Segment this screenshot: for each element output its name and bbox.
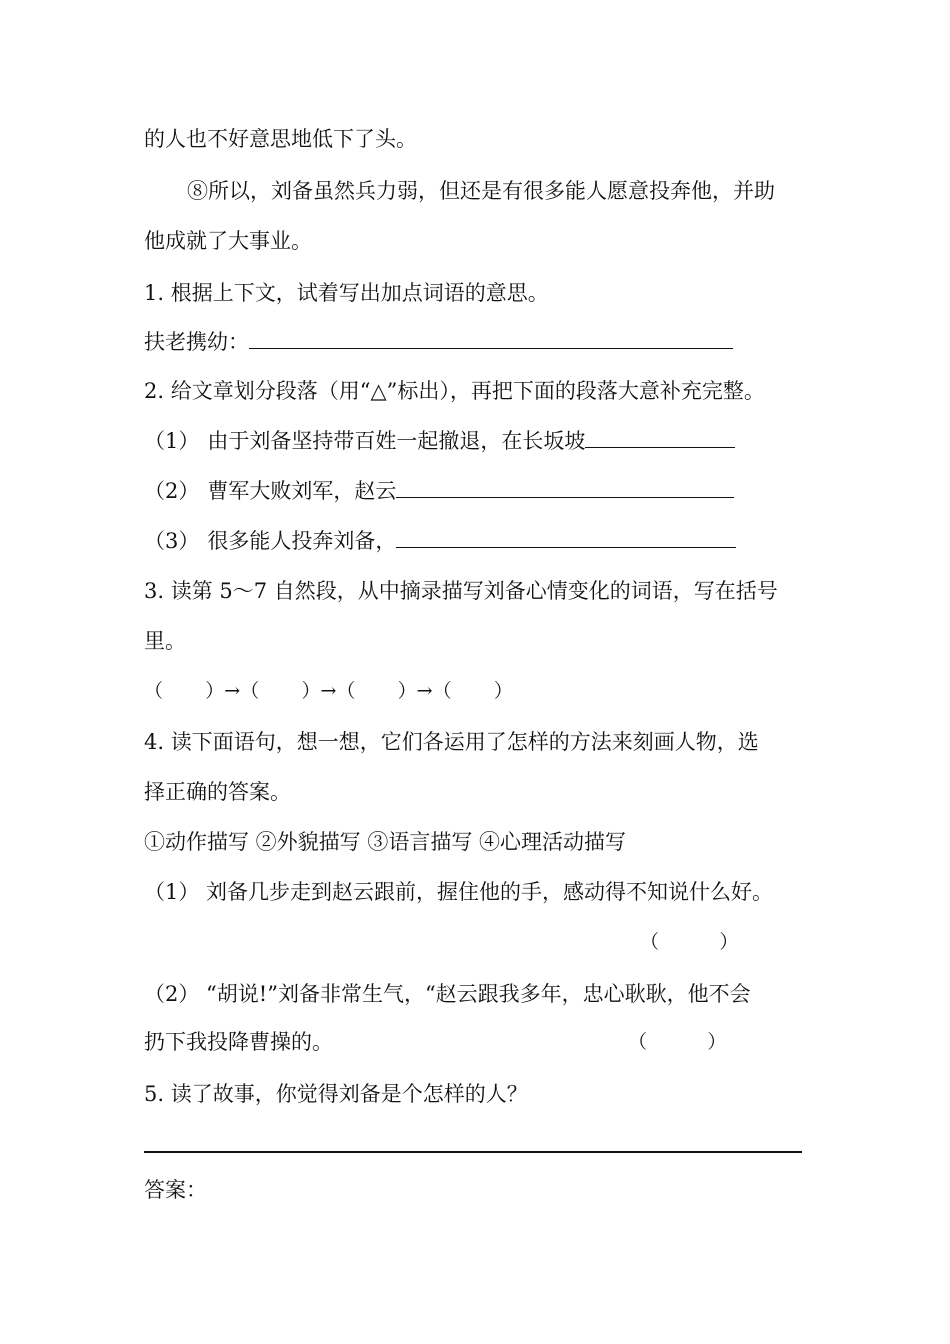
answer-blank[interactable] — [396, 527, 736, 548]
passage-line-1: 的人也不好意思地低下了头。 — [144, 127, 417, 151]
question-3-line-2: 里。 — [144, 629, 186, 653]
answer-blank[interactable] — [249, 328, 733, 349]
item-text: 很多能人投奔刘备， — [207, 529, 397, 553]
question-2-item-1 — [144, 426, 735, 456]
question-4-sentence-1: （1） 刘备几步走到赵云跟前，握住他的手，感动得不知说什么好。 — [144, 880, 774, 904]
passage-line-2: ⑧所以，刘备虽然兵力弱，但还是有很多能人愿意投奔他，并助 — [187, 179, 775, 203]
item-number: （3） — [144, 529, 200, 553]
item-text: 曹军大败刘军，赵云 — [207, 479, 397, 503]
answer-blank[interactable] — [396, 477, 734, 498]
question-2-item-3 — [144, 526, 736, 556]
question-4-line-2: 择正确的答案。 — [144, 780, 291, 804]
question-1: 1. 根据上下文，试着写出加点词语的意思。 — [144, 281, 549, 305]
mood-chain-brackets[interactable]: （ ）→（ ）→（ ）→（ ） — [144, 680, 513, 702]
question-5: 5. 读了故事，你觉得刘备是个怎样的人？ — [144, 1082, 528, 1106]
sentence-1-answer-bracket[interactable]: （ ） — [640, 931, 739, 953]
question-1-term-row — [144, 327, 733, 357]
passage-line-3: 他成就了大事业。 — [144, 229, 312, 253]
answer-blank[interactable] — [585, 427, 735, 448]
question-2-item-2 — [144, 476, 734, 506]
question-4-line-1: 4. 读下面语句，想一想，它们各运用了怎样的方法来刻画人物，选 — [144, 730, 759, 754]
question-4-options: ①动作描写 ②外貌描写 ③语言描写 ④心理活动描写 — [144, 830, 627, 854]
question-4-sentence-2-line-2: 扔下我投降曹操的。 — [144, 1030, 333, 1054]
item-text: 由于刘备坚持带百姓一起撤退，在长坂坡 — [207, 429, 586, 453]
item-number: （1） — [144, 429, 200, 453]
answer-line[interactable] — [144, 1151, 802, 1153]
answer-label: 答案： — [144, 1178, 207, 1202]
item-number: （2） — [144, 479, 200, 503]
term-label: 扶老携幼： — [144, 330, 249, 354]
question-4-sentence-2-line-1: （2） “胡说!”刘备非常生气，“赵云跟我多年，忠心耿耿，他不会 — [144, 982, 751, 1006]
question-3-line-1: 3. 读第 5～7 自然段，从中摘录描写刘备心情变化的词语，写在括号 — [144, 579, 778, 603]
question-2: 2. 给文章划分段落（用“△”标出），再把下面的段落大意补充完整。 — [144, 379, 765, 403]
sentence-2-answer-bracket[interactable]: （ ） — [628, 1031, 727, 1053]
